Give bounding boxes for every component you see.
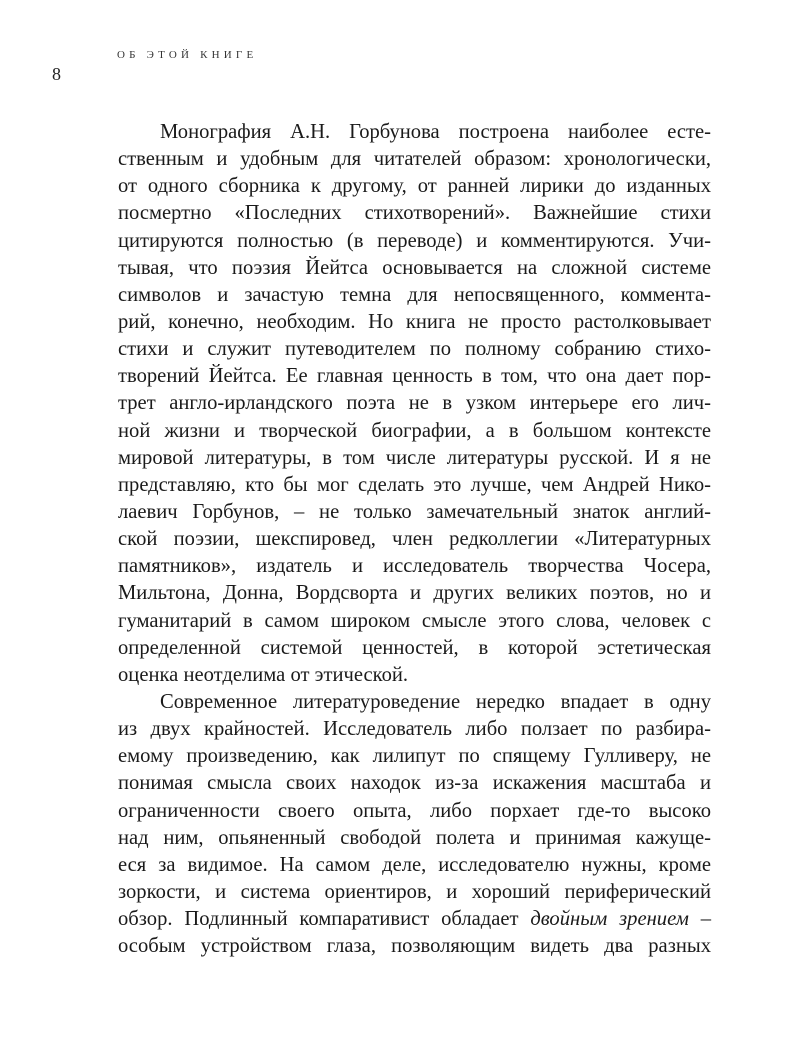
page-number: 8 — [52, 64, 61, 84]
paragraph-2-line: над ним, опьяненный свободой полета и принимая кажуще- — [118, 826, 711, 849]
paragraph-2-line: ограниченности своего опыта, либо порхает где-то высоко — [118, 799, 711, 822]
paragraph-1-line: от одного сборника к другому, от ранней лирики до изданных — [118, 175, 711, 198]
paragraph-1-line: ской поэзии, шекспировед, член редколлегии «Литературных — [118, 528, 711, 551]
paragraph-2-line: Современное литературоведение нередко впадает в одну — [160, 690, 711, 713]
paragraph-2-line: еся за видимое. На самом деле, исследователю нужны, кроме — [118, 853, 711, 876]
paragraph-1-line: памятников», издатель и исследователь творчества Чосера, — [118, 555, 711, 578]
paragraph-1-line: ственным и удобным для читателей образом: хронологически, — [118, 148, 711, 171]
paragraph-1-line: цитируются полностью (в переводе) и комментируются. Учи- — [118, 229, 711, 252]
paragraph-1-line: лаевич Горбунов, – не только замечательный знаток англий- — [118, 500, 711, 523]
paragraph-1-line: мировой литературы, в том числе литературы русской. И я не — [118, 446, 711, 469]
paragraph-1-line: стихи и служит путеводителем по полному собранию стихо- — [118, 338, 711, 361]
paragraph-1-line: Монография А.Н. Горбунова построена наиболее есте- — [160, 121, 711, 143]
paragraph-1-line: Мильтона, Донна, Вордсворта и других великих поэтов, но и — [118, 582, 711, 605]
paragraph-1-line: рий, конечно, необходим. Но книга не просто растолковывает — [118, 310, 711, 333]
paragraph-1-last-line: оценка неотделима от этической. — [118, 663, 409, 686]
paragraph-1-line: определенной системой ценностей, в которой эстетическая — [118, 636, 711, 659]
paragraph-1-line: тывая, что поэзия Йейтса основывается на сложной системе — [118, 256, 711, 279]
body-text — [118, 119, 711, 960]
paragraph-1-line: символов и зачастую темна для непосвященного, коммента- — [118, 283, 711, 306]
paragraph-1-line: творений Йейтса. Ее главная ценность в том, что она дает пор- — [118, 365, 711, 388]
emphasis-double-vision: двойным зрением — [530, 908, 689, 931]
line-suffix: – — [688, 908, 711, 931]
paragraph-2-line: зоркости, и система ориентиров, и хороший периферический — [118, 880, 711, 903]
paragraph-2-line-with-emphasis — [118, 906, 711, 933]
paragraph-2-line: особым устройством глаза, позволяющим видеть два разных — [118, 935, 711, 958]
paragraph-1-line: ной жизни и творческой биографии, а в большом контексте — [118, 419, 711, 442]
running-header: ОБ ЭТОЙ КНИГЕ — [117, 49, 258, 61]
paragraph-2-line: понимая смысла своих находок из-за искажения масштаба и — [118, 772, 711, 795]
paragraph-2-line: из двух крайностей. Исследователь либо ползает по разбира- — [118, 718, 711, 741]
paragraph-1-line: трет англо-ирландского поэта не в узком интерьере его лич- — [118, 392, 711, 415]
paragraph-2-line: емому произведению, как лилипут по спящему Гулливеру, не — [118, 745, 711, 768]
paragraph-1-line: посмертно «Последних стихотворений». Важнейшие стихи — [118, 202, 711, 225]
paragraph-1-line: представляю, кто бы мог сделать это лучше, чем Андрей Нико- — [118, 473, 711, 496]
paragraph-1-line: гуманитарий в самом широком смысле этого слова, человек с — [118, 609, 711, 632]
line-prefix: обзор. Подлинный компаративист обладает — [118, 908, 531, 931]
